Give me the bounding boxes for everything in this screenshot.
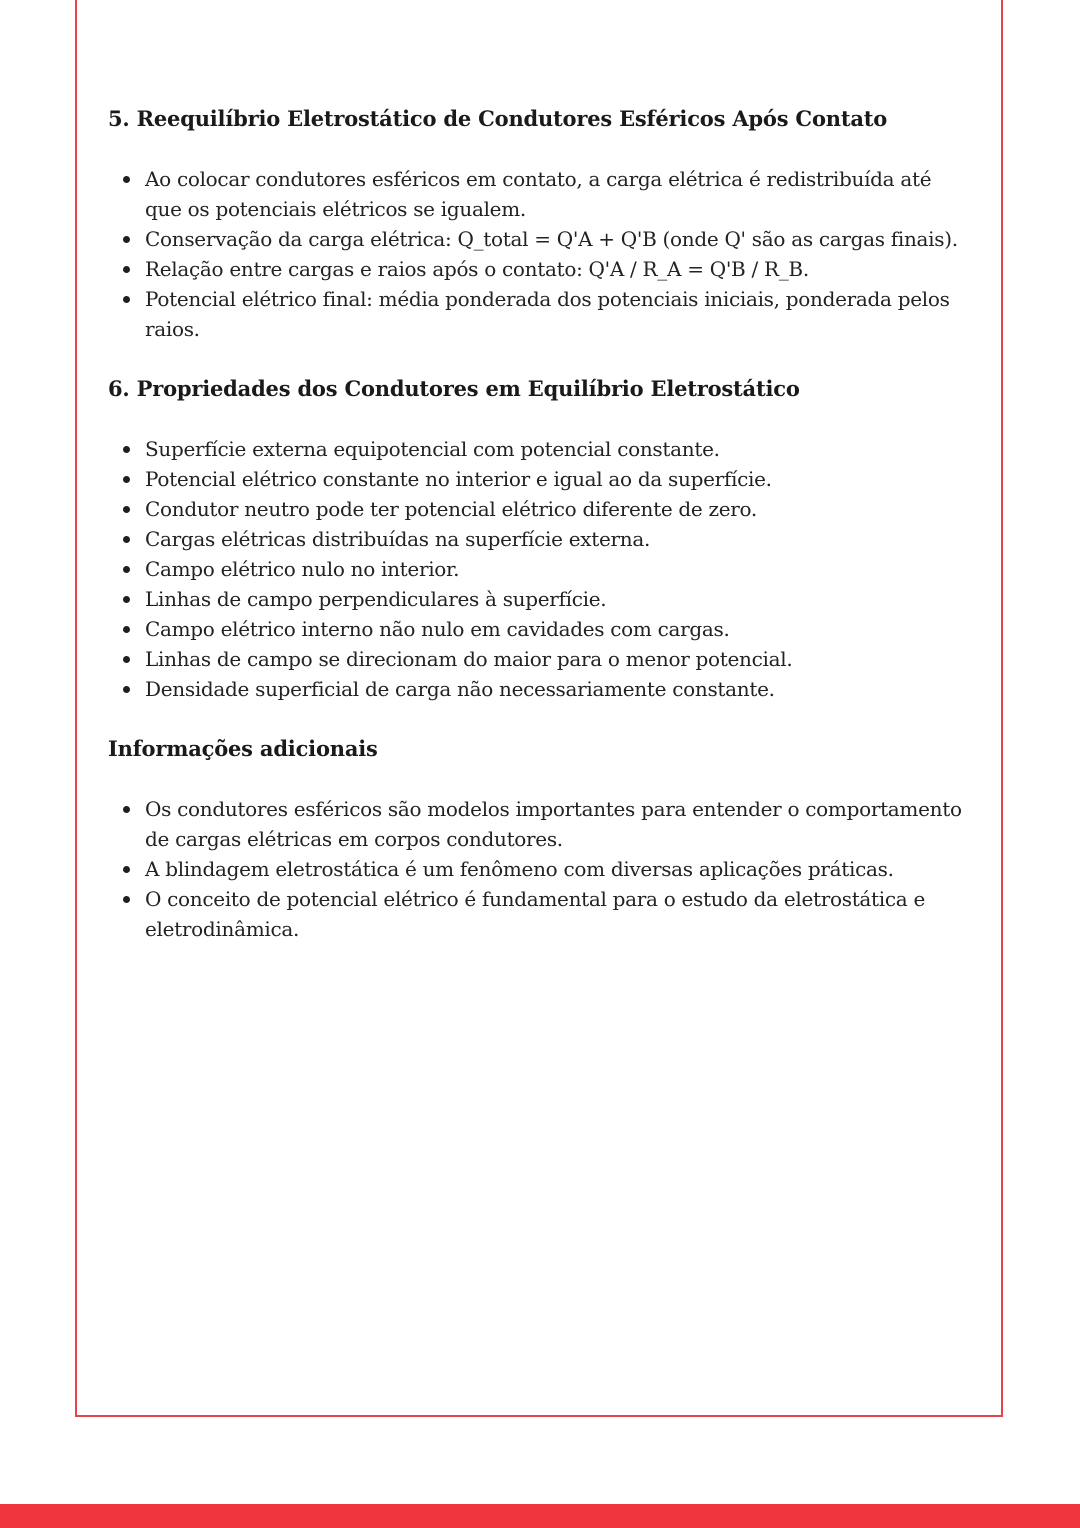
list-item: Potencial elétrico final: média ponderada dos potenciais iniciais, ponderada pelos raios. <box>145 284 968 344</box>
list-item: Ao colocar condutores esféricos em contato, a carga elétrica é redistribuída até que os potenciais elétricos se igualem. <box>145 164 968 224</box>
section-title-additional-info: Informações adicionais <box>108 736 378 761</box>
list-item: Linhas de campo perpendiculares à superfície. <box>145 584 968 614</box>
list-item: A blindagem eletrostática é um fenômeno com diversas aplicações práticas. <box>145 854 968 884</box>
list-item: Cargas elétricas distribuídas na superfície externa. <box>145 524 968 554</box>
section-5-list <box>108 164 968 344</box>
list-item: Linhas de campo se direcionam do maior para o menor potencial. <box>145 644 968 674</box>
list-item: Densidade superficial de carga não necessariamente constante. <box>145 674 968 704</box>
section-6-list <box>108 434 968 704</box>
list-item: Superfície externa equipotencial com potencial constante. <box>145 434 968 464</box>
list-item: Campo elétrico nulo no interior. <box>145 554 968 584</box>
list-item: Condutor neutro pode ter potencial elétrico diferente de zero. <box>145 494 968 524</box>
list-item: Campo elétrico interno não nulo em cavidades com cargas. <box>145 614 968 644</box>
list-item: Conservação da carga elétrica: Q_total = Q'A + Q'B (onde Q' são as cargas finais). <box>145 224 968 254</box>
document-content <box>108 104 968 974</box>
list-item: Os condutores esféricos são modelos importantes para entender o comportamento de cargas elétricas em corpos condutores. <box>145 794 968 854</box>
list-item: O conceito de potencial elétrico é fundamental para o estudo da eletrostática e eletrodinâmica. <box>145 884 968 944</box>
list-item: Potencial elétrico constante no interior e igual ao da superfície. <box>145 464 968 494</box>
section-title-6: 6. Propriedades dos Condutores em Equilíbrio Eletrostático <box>108 376 800 401</box>
section-title-5: 5. Reequilíbrio Eletrostático de Condutores Esféricos Após Contato <box>108 106 888 131</box>
footer-bar <box>0 1504 1080 1528</box>
additional-info-list <box>108 794 968 944</box>
list-item: Relação entre cargas e raios após o contato: Q'A / R_A = Q'B / R_B. <box>145 254 968 284</box>
